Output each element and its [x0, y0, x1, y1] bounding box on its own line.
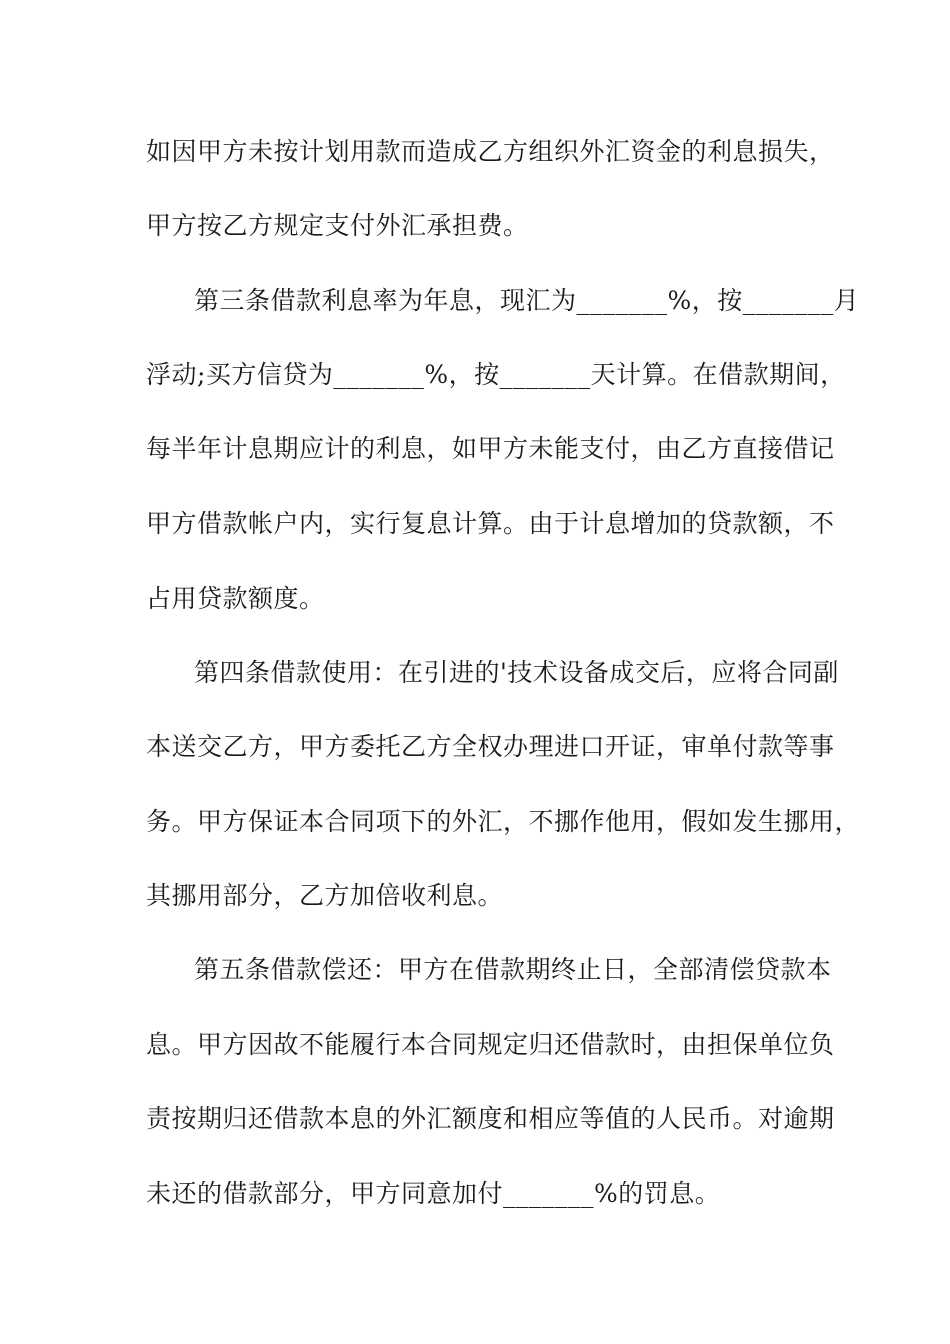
- text-line: 其挪用部分，乙方加倍收利息。: [146, 881, 504, 910]
- text-line: 甲方借款帐户内，实行复息计算。由于计息增加的贷款额，不: [146, 509, 835, 538]
- text-line: 务。甲方保证本合同项下的外汇，不挪作他用，假如发生挪用，: [146, 807, 861, 836]
- text-line: 浮动;买方信贷为_______%，按_______天计算。在借款期间，: [146, 360, 846, 389]
- paragraph-article-3: 第三条借款利息率为年息，现汇为_______%，按_______月: [194, 286, 860, 315]
- text-line: 占用贷款额度。: [146, 584, 325, 613]
- text-line: 每半年计息期应计的利息，如甲方未能支付，由乙方直接借记: [146, 434, 835, 463]
- text-line: 未还的借款部分，甲方同意加付_______%的罚息。: [146, 1179, 721, 1208]
- text-line: 息。甲方因故不能履行本合同规定归还借款时，由担保单位负: [146, 1030, 835, 1059]
- text-line: 如因甲方未按计划用款而造成乙方组织外汇资金的利息损失，: [146, 137, 835, 166]
- text-line: 本送交乙方，甲方委托乙方全权办理进口开证，审单付款等事: [146, 732, 835, 761]
- paragraph-article-5: 第五条借款偿还：甲方在借款期终止日，全部清偿贷款本: [194, 955, 832, 984]
- paragraph-article-4: 第四条借款使用：在引进的'技术设备成交后，应将合同副: [194, 658, 839, 687]
- text-line: 责按期归还借款本息的外汇额度和相应等值的人民币。对逾期: [146, 1104, 835, 1133]
- text-line: 甲方按乙方规定支付外汇承担费。: [146, 211, 529, 240]
